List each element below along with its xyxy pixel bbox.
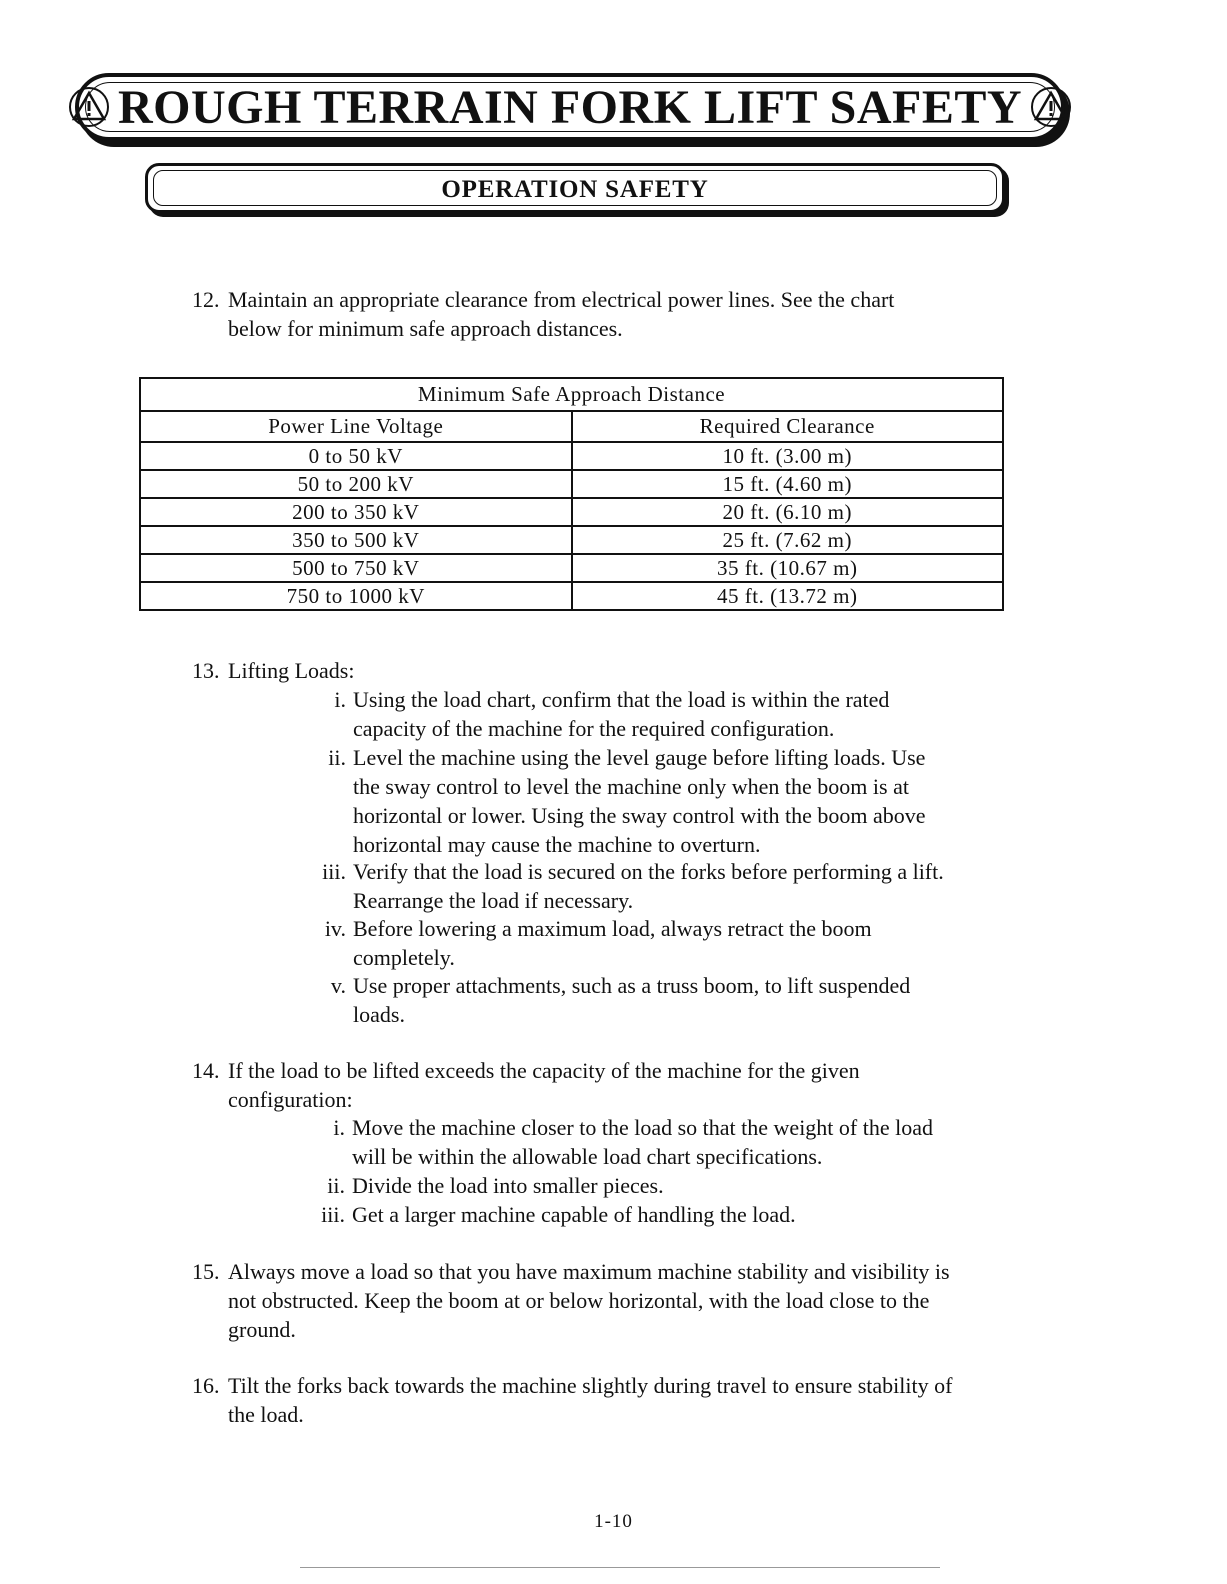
item-number: 12. — [192, 287, 220, 312]
table-cell: 25 ft. (7.62 m) — [572, 526, 1004, 554]
banner-title-row — [66, 80, 1074, 135]
sub-item-line: horizontal may cause the machine to overturn. — [353, 832, 761, 857]
sub-item-numeral: iii. — [321, 1202, 345, 1227]
item-13 — [192, 656, 1092, 686]
item-15 — [192, 1257, 1092, 1347]
table-cell: 45 ft. (13.72 m) — [572, 582, 1004, 610]
sub-item-line: Get a larger machine capable of handling the load. — [352, 1202, 796, 1227]
item-number: 16. — [192, 1373, 220, 1398]
table-row — [140, 442, 1003, 470]
page-banner — [75, 73, 1065, 141]
sub-item-line: Use proper attachments, such as a truss boom, to lift suspended — [353, 973, 911, 998]
table-row — [140, 582, 1003, 610]
table-row — [140, 554, 1003, 582]
item-text-line: Tilt the forks back towards the machine slightly during travel to ensure stability of — [228, 1373, 953, 1398]
warning-triangle-icon — [66, 86, 112, 128]
item-text-line: below for minimum safe approach distances. — [228, 316, 623, 341]
table-row — [140, 470, 1003, 498]
warning-triangle-icon — [1028, 86, 1074, 128]
safe-approach-distance-table — [139, 377, 1004, 611]
sub-item-numeral: i. — [334, 687, 346, 712]
item-number: 14. — [192, 1058, 220, 1083]
item-title: Lifting Loads: — [228, 658, 355, 683]
sub-item-numeral: ii. — [327, 1173, 345, 1198]
item-16 — [192, 1371, 1092, 1431]
item-text-line: Maintain an appropriate clearance from electrical power lines. See the chart — [228, 287, 895, 312]
table-cell: 35 ft. (10.67 m) — [572, 554, 1004, 582]
item-text-line: If the load to be lifted exceeds the capacity of the machine for the given — [228, 1058, 860, 1083]
section-header — [145, 163, 1005, 213]
sub-item-line: will be within the allowable load chart specifications. — [352, 1144, 823, 1169]
table-cell: 10 ft. (3.00 m) — [572, 442, 1004, 470]
table-cell: 20 ft. (6.10 m) — [572, 498, 1004, 526]
table-cell: 50 to 200 kV — [140, 470, 572, 498]
section-title: OPERATION SAFETY — [441, 176, 709, 203]
sub-item-numeral: ii. — [328, 745, 346, 770]
item-text-line: the load. — [228, 1402, 304, 1427]
page-number: 1-10 — [594, 1511, 633, 1532]
sub-item-numeral: iv. — [324, 916, 346, 941]
table-cell: 200 to 350 kV — [140, 498, 572, 526]
sub-item-line: Using the load chart, confirm that the load is within the rated — [353, 687, 890, 712]
sub-item-line: Rearrange the load if necessary. — [353, 888, 634, 913]
sub-item-line: loads. — [353, 1002, 405, 1027]
sub-item-line: Level the machine using the level gauge before lifting loads. Use — [353, 745, 926, 770]
table-cell: 350 to 500 kV — [140, 526, 572, 554]
item-text-line: not obstructed. Keep the boom at or below horizontal, with the load close to the — [228, 1288, 930, 1313]
sub-item-line: the sway control to level the machine only when the boom is at — [353, 774, 909, 799]
item-text-line: ground. — [228, 1317, 296, 1342]
item-text-line: configuration: — [228, 1087, 353, 1112]
item-14 — [192, 1056, 1092, 1116]
sub-item-line: Move the machine closer to the load so that the weight of the load — [352, 1115, 934, 1140]
item-text-line: Always move a load so that you have maximum machine stability and visibility is — [228, 1259, 950, 1284]
footer-divider — [300, 1567, 940, 1568]
item-number: 15. — [192, 1259, 220, 1284]
column-header: Power Line Voltage — [140, 411, 572, 442]
sub-item-line: horizontal or lower. Using the sway control with the boom above — [353, 803, 926, 828]
table-cell: 15 ft. (4.60 m) — [572, 470, 1004, 498]
sub-item-line: capacity of the machine for the required configuration. — [353, 716, 835, 741]
sub-item-line: Divide the load into smaller pieces. — [352, 1173, 664, 1198]
table-cell: 0 to 50 kV — [140, 442, 572, 470]
table-cell: 500 to 750 kV — [140, 554, 572, 582]
sub-item-line: Verify that the load is secured on the forks before performing a lift. — [353, 859, 944, 884]
sub-item-numeral: iii. — [322, 859, 346, 884]
item-12 — [192, 285, 1092, 345]
table-cell: 750 to 1000 kV — [140, 582, 572, 610]
sub-item-line: Before lowering a maximum load, always retract the boom — [353, 916, 872, 941]
table-caption: Minimum Safe Approach Distance — [140, 378, 1003, 411]
sub-item-numeral: v. — [330, 973, 346, 998]
column-header: Required Clearance — [572, 411, 1004, 442]
table-row — [140, 498, 1003, 526]
banner-title: ROUGH TERRAIN FORK LIFT SAFETY — [117, 80, 1023, 134]
sub-item-numeral: i. — [333, 1115, 345, 1140]
table-row — [140, 526, 1003, 554]
sub-item-line: completely. — [353, 945, 455, 970]
item-number: 13. — [192, 658, 220, 683]
